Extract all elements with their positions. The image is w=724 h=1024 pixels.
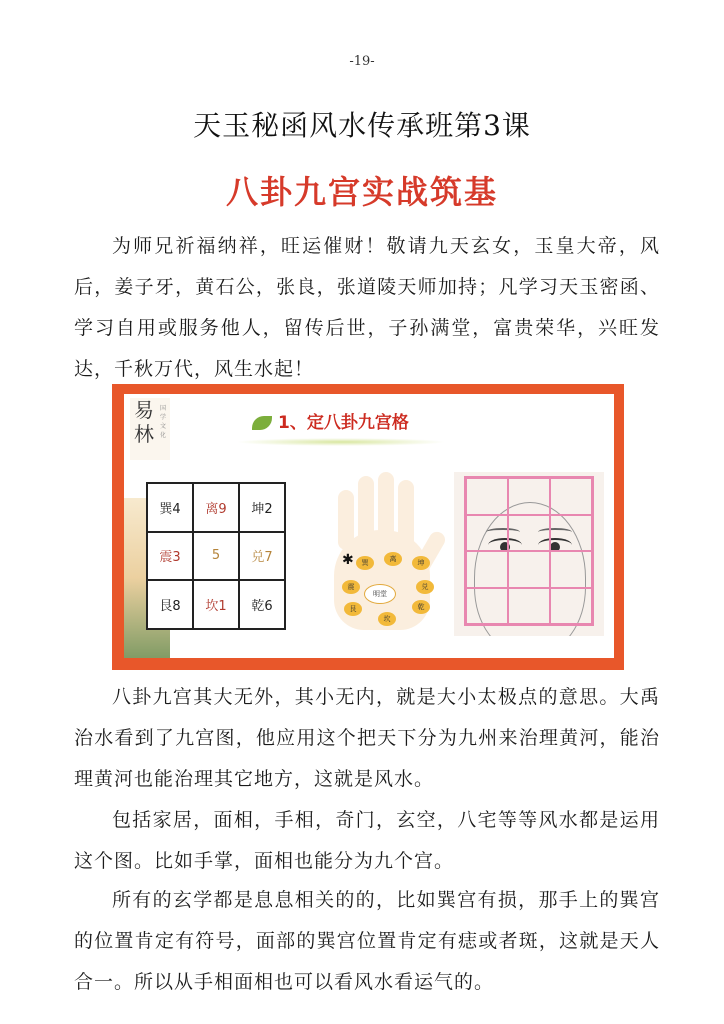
logo-text: 易林 [134, 398, 154, 446]
face-grid-cell [466, 478, 508, 515]
grid-cell-dui: 兑7 [239, 532, 285, 581]
palm-center-mingtang: 明堂 [364, 584, 396, 604]
palm-label-gen: 艮 [344, 602, 362, 616]
grid-cell-gen: 艮8 [147, 580, 193, 629]
grid-cell-zhen: 震3 [147, 532, 193, 581]
face-grid-diagram [454, 472, 604, 636]
paragraph-bagua-meaning: 八卦九宫其大无外，其小无内，就是大小太极点的意思。大禹治水看到了九宫图，他应用这个把天下分为九州来治理黄河，能治理黄河也能治理其它地方，这就是风水。 [74, 686, 660, 790]
grid-cell-xun: 巽4 [147, 483, 193, 532]
grid-cell-qian: 乾6 [239, 580, 285, 629]
face-grid-cell [508, 588, 550, 625]
page-title: 天玉秘函风水传承班第3课 [193, 109, 531, 142]
face-grid-cell [550, 515, 592, 552]
bagua-nine-palace-grid [146, 482, 286, 630]
star-icon: ✱ [342, 552, 354, 568]
paragraph-blessing: 为师兄祈福纳祥，旺运催财！敬请九天玄女，玉皇大帝，风后，姜子牙，黄石公，张良，张道陵天师加持；凡学习天玉密函、学习自用或服务他人，留传后世，子孙满堂，富贵荣华，兴旺发达，千秋万代，风生水起！ [74, 235, 660, 380]
page-number: -19- [349, 54, 375, 69]
slide-heading-text: 1、定八卦九宫格 [278, 413, 409, 433]
face-grid-cell [508, 478, 550, 515]
logo [130, 398, 170, 460]
slide-image [112, 384, 624, 670]
grid-cell-li: 离9 [193, 483, 239, 532]
face-grid-cell [508, 551, 550, 588]
face-palace-grid [464, 476, 594, 626]
face-grid-cell [466, 588, 508, 625]
face-grid-cell [550, 551, 592, 588]
palm-label-kan: 坎 [378, 612, 396, 626]
palm-label-qian: 乾 [412, 600, 430, 614]
grid-cell-kan: 坎1 [193, 580, 239, 629]
grid-cell-center: 5 [193, 532, 239, 581]
palm-label-zhen: 震 [342, 580, 360, 594]
palm-label-li: 离 [384, 552, 402, 566]
leaf-icon [252, 416, 272, 430]
paragraph-applications: 包括家居，面相，手相，奇门，玄空，八宅等等风水都是运用这个图。比如手掌，面相也能分为九个宫。 [74, 809, 660, 872]
face-grid-cell [508, 515, 550, 552]
face-grid-cell [466, 515, 508, 552]
paragraph-connections: 所有的玄学都是息息相关的的，比如巽宫有损，那手上的巽宫的位置肯定有符号，面部的巽宫位置肯定有痣或者斑，这就是天人合一。所以从手相面相也可以看风水看运气的。 [74, 889, 660, 993]
logo-small-text: 国学文化 [160, 405, 167, 439]
face-grid-cell [550, 478, 592, 515]
palm-label-xun: 巽 [356, 556, 374, 570]
slide-content [124, 394, 614, 658]
grid-cell-kun: 坤2 [239, 483, 285, 532]
palm-label-dui: 兑 [416, 580, 434, 594]
palm-diagram [320, 476, 444, 634]
face-grid-cell [550, 588, 592, 625]
slide-heading [252, 408, 409, 433]
face-grid-cell [466, 551, 508, 588]
palm-label-kun: 坤 [412, 556, 430, 570]
title-glow [236, 438, 446, 446]
page-subtitle: 八卦九宫实战筑基 [225, 173, 498, 211]
